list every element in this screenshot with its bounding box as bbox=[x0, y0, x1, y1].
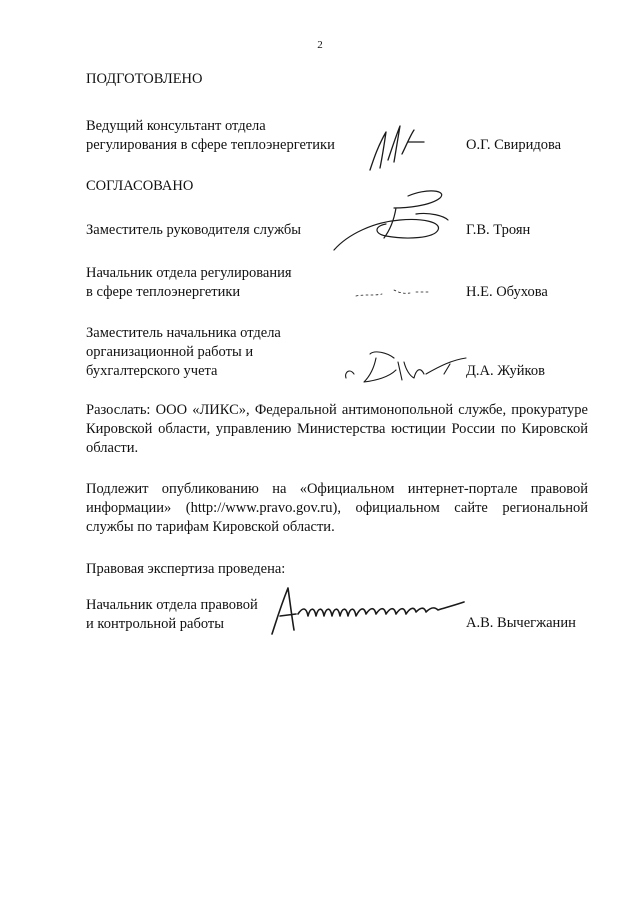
role-line: регулирования в сфере теплоэнергетики bbox=[86, 137, 335, 153]
agreed-signer-name: Д.А. Жуйков bbox=[466, 363, 545, 379]
agreed-signer-role bbox=[86, 264, 376, 302]
legal-review-note: Правовая экспертиза проведена: bbox=[86, 561, 286, 577]
signature-image bbox=[354, 284, 434, 300]
agreed-signer-role bbox=[86, 221, 376, 240]
agreed-signer-name: Г.В. Троян bbox=[466, 222, 531, 238]
page-number: 2 bbox=[317, 39, 323, 51]
role-line: и контрольной работы bbox=[86, 616, 224, 632]
role-line: Начальник отдела правовой bbox=[86, 597, 258, 613]
prepared-role bbox=[86, 117, 376, 155]
agreed-heading: СОГЛАСОВАНО bbox=[86, 178, 194, 194]
legal-review-name: А.В. Вычегжанин bbox=[466, 615, 576, 631]
prepared-name: О.Г. Свиридова bbox=[466, 137, 562, 153]
role-line: Начальник отдела регулирования bbox=[86, 265, 292, 281]
distribution-paragraph: Разослать: ООО «ЛИКС», Федеральной антимонопольной службе, прокуратуре Кировской области, управлению Министерства юстиции России по Кировской области. bbox=[86, 402, 588, 456]
signature-image bbox=[268, 578, 468, 638]
role-line: Ведущий консультант отдела bbox=[86, 118, 266, 134]
agreed-signer-name: Н.Е. Обухова bbox=[466, 284, 548, 300]
signature-image bbox=[340, 346, 474, 390]
publication-paragraph: Подлежит опубликованию на «Официальном интернет-портале правовой информации» (http://www.pravo.gov.ru), официальном сайте региональной службы по тарифам Кировской области. bbox=[86, 481, 588, 535]
role-line: в сфере теплоэнергетики bbox=[86, 284, 241, 300]
role-line: Заместитель руководителя службы bbox=[86, 222, 302, 238]
role-line: Заместитель начальника отдела bbox=[86, 325, 281, 341]
agreed-signer-role bbox=[86, 324, 376, 381]
role-line: бухгалтерского учета bbox=[86, 363, 218, 379]
role-line: организационной работы и bbox=[86, 344, 254, 360]
prepared-heading: ПОДГОТОВЛЕНО bbox=[86, 71, 203, 87]
signature-image bbox=[364, 120, 436, 176]
